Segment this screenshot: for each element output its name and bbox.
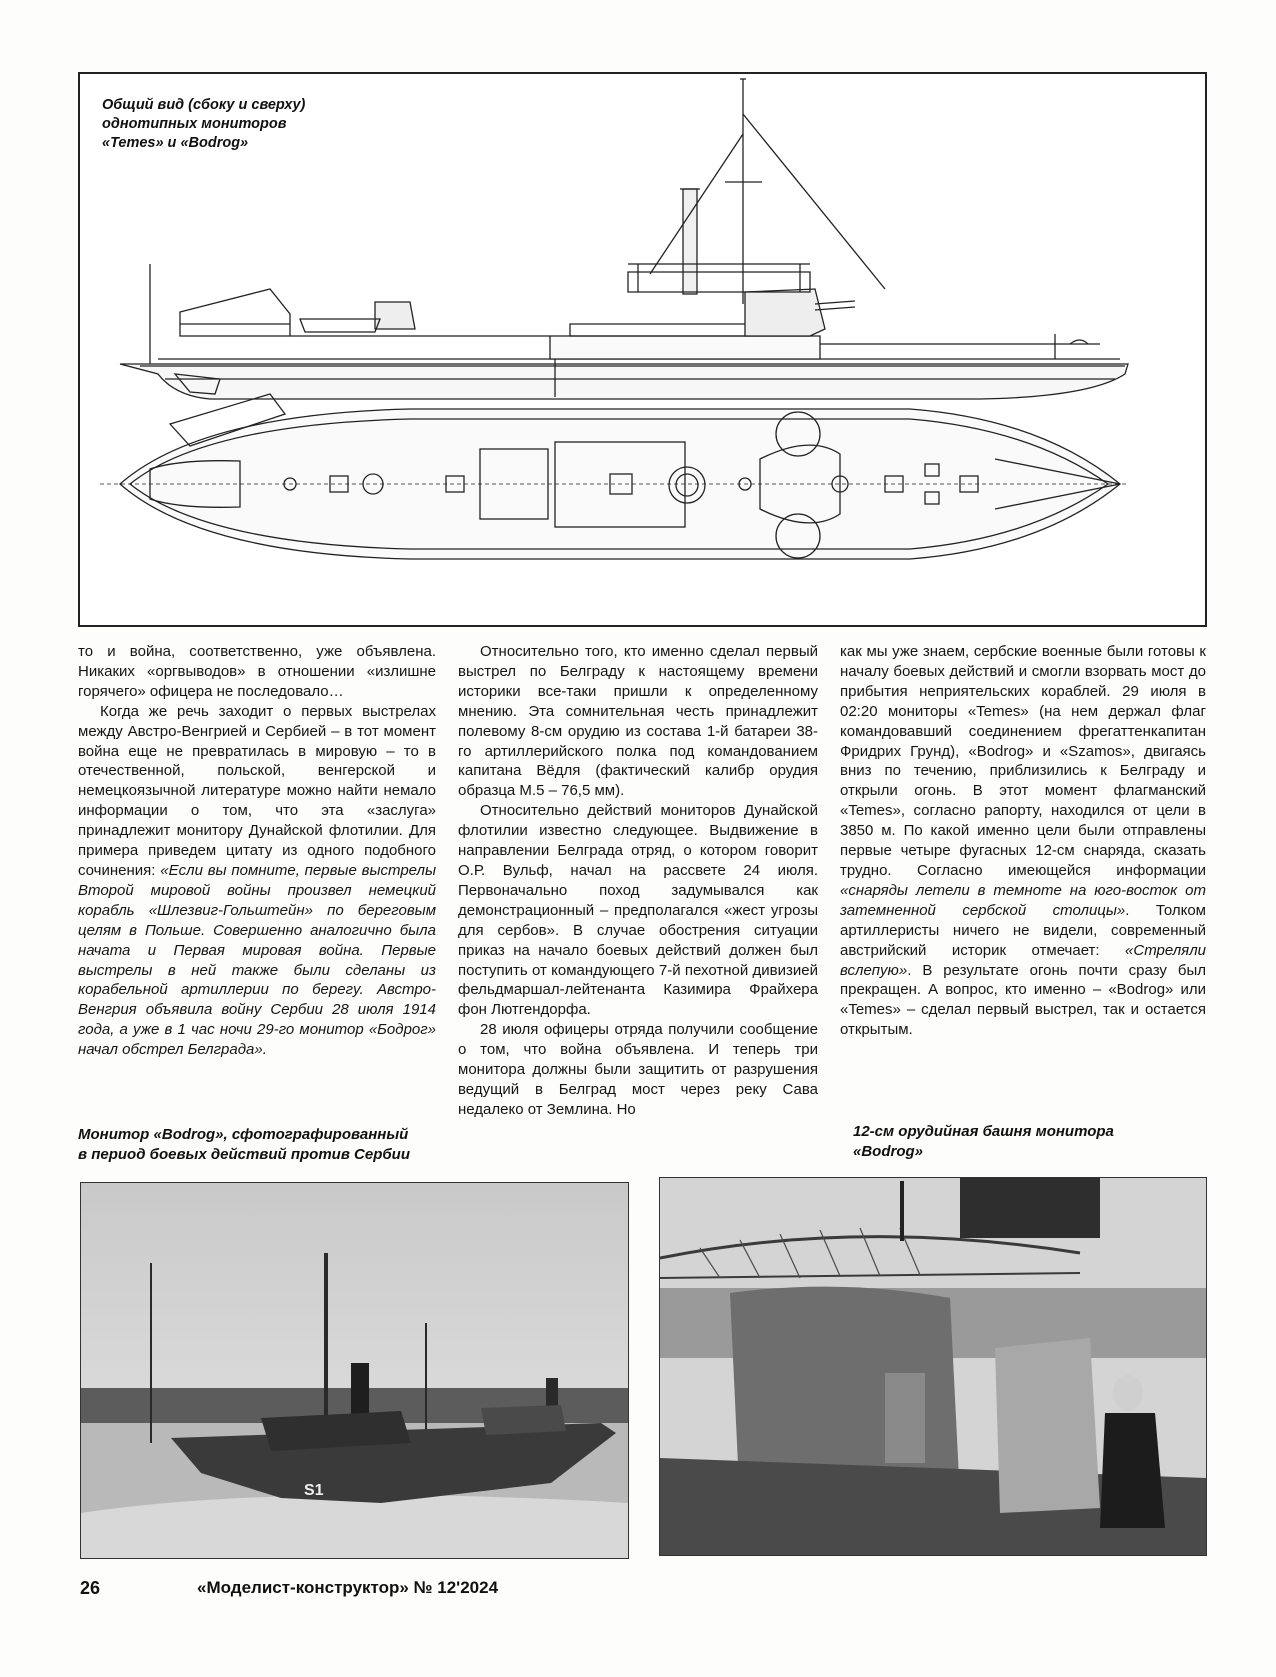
caption-line: «Bodrog»	[853, 1143, 924, 1160]
figure-caption	[102, 96, 305, 153]
figure-caption-line: однотипных мониторов	[102, 116, 287, 132]
paragraph-text: как мы уже знаем, сербские военные были готовы к началу боевых действий и смогли взорвать мост до прибытия неприятельских кораблей. 29 июля в 02:20 мониторы «Temes» (на нем держал флаг командовавший соединением фрегаттенкапитан Фридрих Грунд), «Bodrog» и «Szamos», двигаясь вниз по течению, приблизились к Белграду и открыли огонь. В этот момент флагманский «Temes», согласно рапорту, находился от цели в 3850 м. По какой именно цели были отправлены первые четыре фугасных 12-см снаряда, сказать трудно. Согласно имеющейся информации	[840, 643, 1206, 879]
photo-caption-right	[853, 1122, 1193, 1162]
paragraph: то и война, соответственно, уже объявлена. Никаких «оргвыводов» в отношении «излишне горячего» офицера не последовало…	[78, 643, 436, 700]
paragraph-text: Когда же речь заходит о первых выстрелах между Австро-Венгрией и Сербией – в тот момент война еще не превратилась в мировую – то в отечественной, польской, венгерской и немецкоязычной литературе можно найти немало информации о том, что эта «заслуга» принадлежит монитору Дунайской флотилии. Для примера приведем цитату из одного подобного сочинения:	[78, 702, 436, 879]
paragraph	[78, 702, 436, 1060]
caption-line: в период боевых действий против Сербии	[78, 1146, 411, 1163]
paragraph: Относительно действий мониторов Дунайской флотилии известно следующее. Выдвижение в направлении Белграда отряд, о котором говорит О.Р. Вульф, начал на рассвете 24 июля. Первоначально поход задумывался как демонстрационный – предполагался «жест угрозы для сербов». В случае обострения ситуации приказ на начало боевых действий должен был поступить от командующего 7-й пехотной дивизией фельдмаршал-лейтенанта Казимира Фрайхера фон Лютгендорфа.	[458, 802, 818, 1019]
page-number: 26	[80, 1578, 101, 1598]
photo-gun-turret	[659, 1177, 1207, 1556]
quote-text: «Стреляли вслепую»	[840, 941, 1206, 979]
figure-caption-line: Общий вид (сбоку и сверху)	[102, 97, 306, 113]
text-column-3	[840, 642, 1206, 1040]
paragraph-text: . Толком артиллеристы ничего не видели, современный австрийский историк отмечает:	[840, 901, 1206, 959]
hull-marking-s1: S1	[304, 1482, 324, 1499]
monitor-line-drawing	[80, 74, 1205, 625]
text-column-1	[78, 642, 436, 1060]
paragraph: 28 июля офицеры отряда получили сообщение о том, что война объявлена. И теперь три монитора должны были защитить от разрушения ведущий в Белград мост через реку Сава недалеко от Землина. Но	[458, 1021, 818, 1118]
photo-monitor-image	[81, 1183, 628, 1558]
quote-text: «снаряды летели в темноте на юго-восток от затемненной сербской столицы»	[840, 881, 1206, 919]
quote-text: «Если вы помните, первые выстрелы Второй мировой войны произвел немецкий корабль «Шлезвиг-Гольштейн» по береговым целям в Польше. Совершенно аналогично была начата и Первая мировая война. Первые выстрелы в ней также были сделаны из корабельной артиллерии по берегу. Австро-Венгрия объявила войну Сербии 28 июля 1914 года, а уже в 1 час ночи 29-го монитор «Бодрог» начал обстрел Белграда».	[78, 861, 436, 1059]
photo-turret-image	[660, 1178, 1206, 1555]
photo-caption-left	[78, 1125, 438, 1165]
caption-line: Монитор «Bodrog», сфотографированный	[78, 1126, 409, 1143]
ship-drawing-figure	[78, 72, 1207, 627]
paragraph-text: . В результате огонь почти сразу был прекращен. А вопрос, кто именно – «Bodrog» или «Temes» – сделал первый выстрел, так и остается открытым.	[840, 961, 1206, 1039]
text-column-2	[458, 642, 818, 1120]
photo-monitor-bodrog	[80, 1182, 629, 1559]
journal-title: «Моделист-конструктор» № 12'2024	[197, 1578, 499, 1597]
paragraph: Относительно того, кто именно сделал первый выстрел по Белграду к настоящему времени историки все-таки пришли к определенному мнению. Эта сомнительная честь принадлежит полевому 8-см орудию из состава 1-й батареи 38-го артиллерийского полка под командованием капитана Вёдля (фактический калибр орудия образца М.5 – 76,5 мм).	[458, 643, 818, 800]
paragraph	[840, 642, 1206, 1040]
caption-line: 12-см орудийная башня монитора	[853, 1123, 1114, 1140]
figure-caption-line: «Temes» и «Bodrog»	[102, 135, 249, 151]
